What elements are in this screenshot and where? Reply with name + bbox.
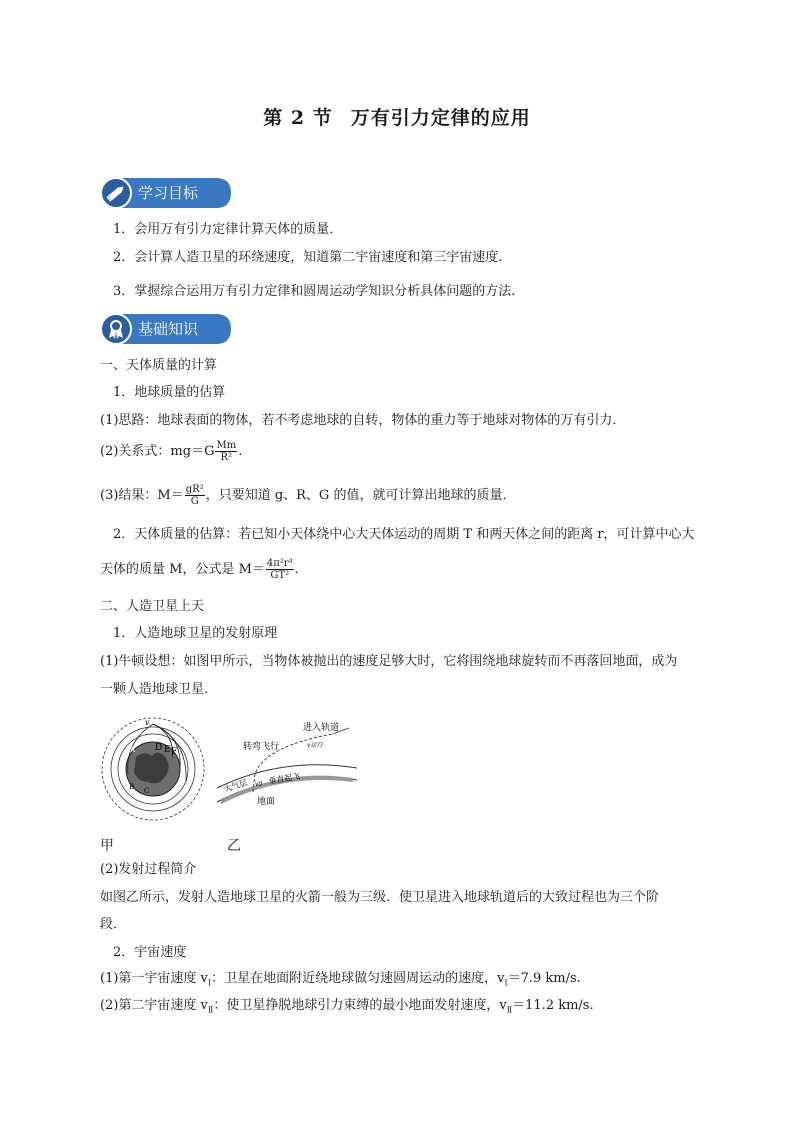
sec2-v2 [100, 997, 722, 1020]
result-denominator: G [190, 496, 199, 507]
result-numerator: gR² [185, 484, 204, 495]
figure-yi-label: 乙 [227, 838, 241, 854]
sec1-heading: 一、天体质量的计算 [100, 358, 218, 373]
sec2-newton-line1: (1)牛顿设想：如图甲所示，当物体被抛出的速度足够大时，它将围绕地球旋转而不再落回地面，成为 [100, 654, 678, 669]
sec2-launch-title: (2)发射过程简介 [100, 862, 197, 877]
sec1-sub2-line1: 2．天体质量的估算：若已知小天体绕中心大天体运动的周期 T 和两天体之间的距离 r，可计算中心大 [113, 527, 695, 542]
goals-badge [100, 177, 230, 207]
sec2-sub1: 1．人造地球卫星的发射原理 [113, 626, 278, 641]
yi-vertical-up: 垂直起飞 [267, 771, 301, 786]
v2-mid: ：使卫星挣脱地球引力束缚的最小地面发射速度，v [213, 998, 507, 1013]
section-number: 第 2 节 [263, 107, 333, 129]
sec1-idea: (1)思路：地球表面的物体，若不考虑地球的自转，物体的重力等于地球对物体的万有引力． [100, 413, 626, 428]
yi-v0: v0 [255, 781, 263, 788]
relation-numerator: Mm [216, 440, 237, 451]
yi-enter-orbit: 进入轨道 [303, 723, 340, 733]
sec1-relation [100, 440, 722, 463]
v1-sub-b: Ⅰ [504, 978, 508, 988]
sec1-result [100, 484, 722, 507]
relation-fraction [215, 440, 237, 463]
sub2-suffix: ． [294, 562, 308, 577]
label-d: D [155, 743, 163, 753]
sub2-prefix: 天体的质量 M，公式是 M＝ [100, 562, 265, 577]
knowledge-badge-label: 基础知识 [138, 320, 199, 338]
result-suffix: ，只要知道 g、R、G 的值，就可计算出地球的质量． [205, 488, 516, 503]
label-c: C [144, 787, 150, 795]
goals-badge-label: 学习目标 [138, 184, 199, 202]
page-title [0, 103, 794, 130]
label-a: A [130, 746, 136, 754]
sec2-v1 [100, 970, 722, 993]
v2-sub-a: Ⅱ [207, 1005, 214, 1015]
figure-yi [213, 716, 363, 806]
yi-turn-flight: 转弯飞行 [243, 742, 280, 752]
result-prefix: (3)结果：M＝ [100, 488, 184, 503]
goal-3: 3．掌握综合运用万有引力定律和圆周运动学知识分析具体问题的方法. [113, 284, 516, 299]
section-name: 万有引力定律的应用 [350, 107, 531, 129]
v2-sub-b: Ⅱ [506, 1005, 513, 1015]
label-v: v [145, 718, 150, 727]
sec2-heading: 二、人造卫星上天 [100, 599, 205, 614]
figure-jia-label: 甲 [100, 838, 114, 854]
v1-mid: ：卫星在地面附近绕地球做匀速圆周运动的速度，v [211, 971, 505, 986]
yi-ground: 地面 [257, 797, 276, 806]
sub2-fraction [266, 558, 294, 581]
v1-sub-a: Ⅰ [207, 978, 212, 988]
sec1-sub1: 1．地球质量的估算 [113, 385, 226, 400]
goal-2: 2．会计算人造卫星的环绕速度，知道第二宇宙速度和第三宇宙速度． [113, 250, 512, 265]
yi-atmosphere: 大气层 [222, 777, 249, 794]
sec2-launch-line2: 段． [100, 917, 127, 932]
label-b: B [129, 783, 135, 791]
sec2-launch-line1: 如图乙所示，发射人造地球卫星的火箭一般为三级．使卫星进入地球轨道后的大致过程也为三个阶 [100, 890, 660, 905]
label-e: E [164, 745, 171, 755]
sub2-numerator: 4π²r³ [266, 558, 293, 569]
sec2-sub2: 2．宇宙速度 [113, 945, 187, 960]
v2-prefix: (2)第二宇宙速度 v [100, 998, 208, 1013]
relation-prefix: (2)关系式：mg＝G [100, 444, 215, 459]
knowledge-badge [100, 313, 230, 343]
v1-prefix: (1)第一宇宙速度 v [100, 971, 208, 986]
v1-end: ＝7.9 km/s. [507, 971, 581, 986]
result-fraction [185, 484, 205, 507]
sec2-newton-line2: 一颗人造地球卫星． [100, 682, 218, 697]
sec1-sub2-line2 [100, 558, 722, 581]
label-f: F [171, 747, 178, 757]
sub2-denominator: GT² [270, 570, 290, 581]
yi-v-run: v运行 [307, 742, 323, 749]
v2-end: ＝11.2 km/s. [512, 998, 594, 1013]
relation-suffix: . [238, 444, 243, 459]
figure-jia [100, 712, 210, 827]
relation-denominator: R² [220, 452, 233, 463]
goal-1: 1．会用万有引力定律计算天体的质量． [113, 222, 343, 237]
